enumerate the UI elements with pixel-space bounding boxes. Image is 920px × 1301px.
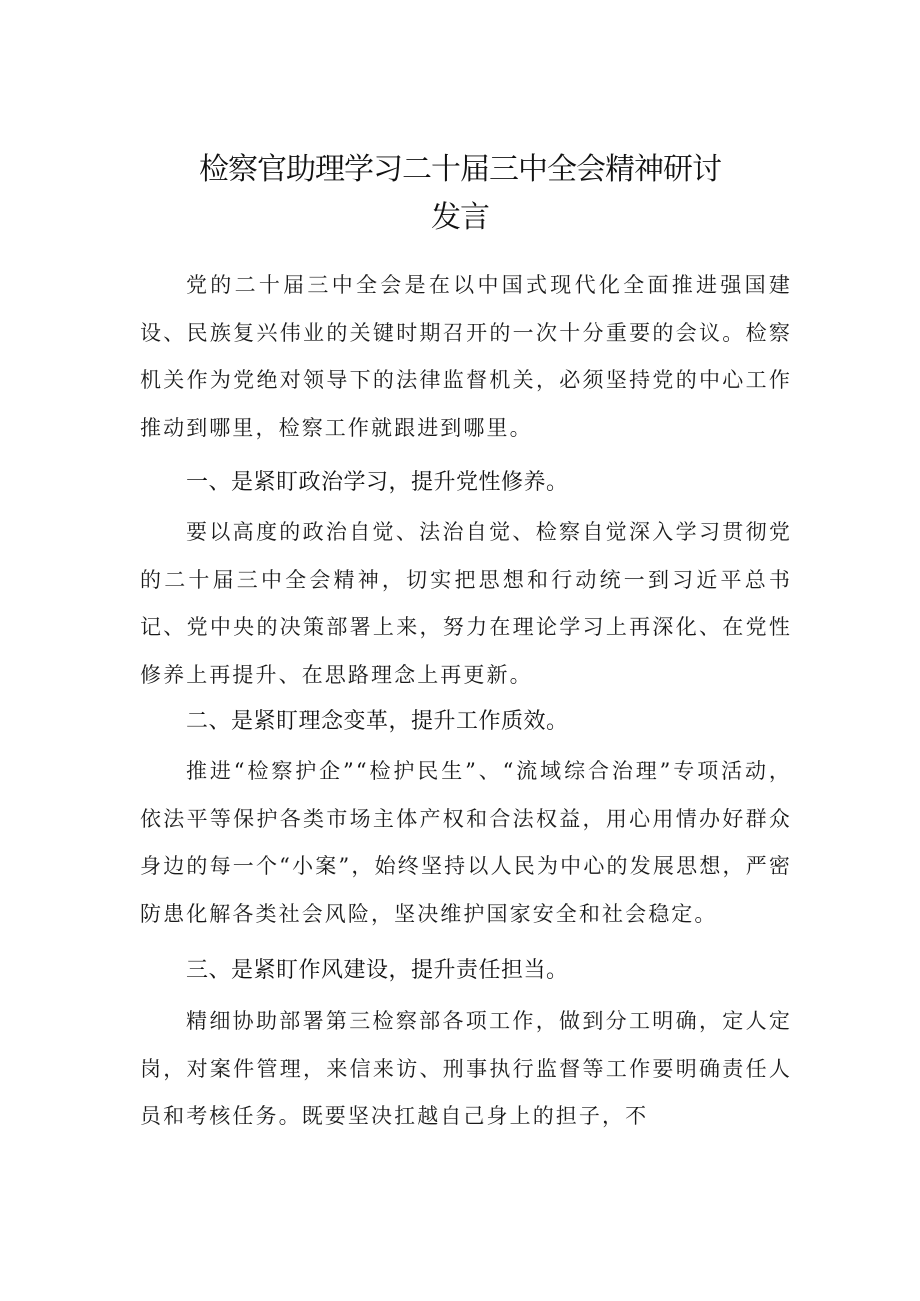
document-title-line2: 发言 xyxy=(431,200,489,235)
section-3-body: 精细协助部署第三检察部各项工作，做到分工明确，定人定岗，对案件管理，来信来访、刑事执行监督等工作要明确责任人员和考核任务。既要坚决扛越自己身上的担子，不 xyxy=(140,1009,792,1128)
section-1-heading: 一、是紧盯政治学习，提升党性修养。 xyxy=(186,470,569,495)
section-2-heading: 二、是紧盯理念变革，提升工作质效。 xyxy=(186,709,569,734)
intro-paragraph: 党的二十届三中全会是在以中国式现代化全面推进强国建设、民族复兴伟业的关键时期召开的一次十分重要的会议。检察机关作为党绝对领导下的法律监督机关，必须坚持党的中心工作推动到哪里，检察工作就跟进到哪里。 xyxy=(140,273,792,440)
section-3-heading: 三、是紧盯作风建设，提升责任担当。 xyxy=(186,958,569,983)
document-title-line1: 检察官助理学习二十届三中全会精神研讨 xyxy=(199,152,721,187)
section-1-body: 要以高度的政治自觉、法治自觉、检察自觉深入学习贯彻党的二十届三中全会精神，切实把思想和行动统一到习近平总书记、党中央的决策部署上来，努力在理论学习上再深化、在党性修养上再提升、在思路理念上再更新。 xyxy=(140,520,792,687)
section-2-body: 推进“检察护企”“检护民生”、“流域综合治理”专项活动，依法平等保护各类市场主体产权和合法权益，用心用情办好群众身边的每一个“小案”，始终坚持以人民为中心的发展思想，严密防患化解各类社会风险，坚决维护国家安全和社会稳定。 xyxy=(140,759,792,926)
